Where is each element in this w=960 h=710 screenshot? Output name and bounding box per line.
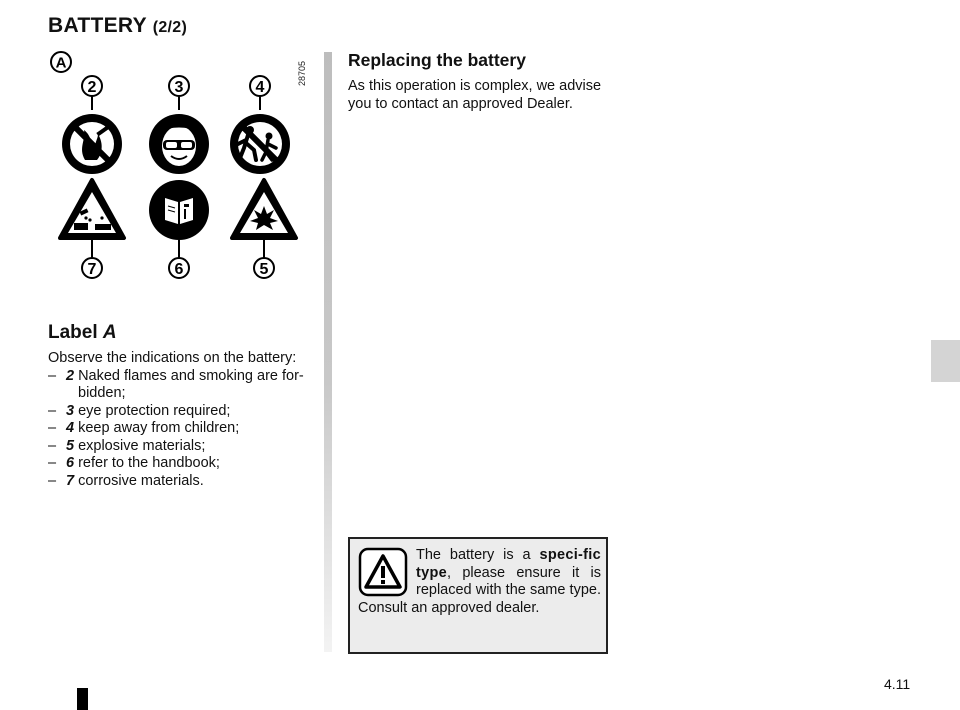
explosive-icon bbox=[232, 180, 296, 238]
callout-4 bbox=[250, 76, 270, 110]
replacing-text: As this operation is complex, we advise you to contact an approved Dealer. bbox=[348, 78, 602, 112]
svg-text:2: 2 bbox=[87, 79, 97, 96]
callout-7 bbox=[82, 240, 102, 278]
list-item: – 2 Naked flames and smoking are for- bidden; bbox=[48, 367, 304, 401]
svg-text:3: 3 bbox=[174, 79, 184, 96]
eye-protection-icon bbox=[149, 114, 209, 174]
callout-2 bbox=[82, 76, 102, 110]
svg-text:A: A bbox=[55, 54, 67, 72]
label-section-heading bbox=[48, 322, 117, 344]
indication-list bbox=[48, 368, 318, 491]
callout-5 bbox=[254, 240, 274, 278]
handbook-icon bbox=[149, 180, 209, 240]
page-number: 4.11 bbox=[884, 676, 911, 692]
no-flame-icon bbox=[62, 114, 122, 174]
label-heading-letter: A bbox=[102, 322, 117, 343]
label-heading-text: Label bbox=[48, 322, 98, 343]
svg-text:7: 7 bbox=[87, 261, 97, 278]
keep-away-children-icon bbox=[230, 114, 290, 174]
label-intro: Observe the indications on the battery: bbox=[48, 350, 297, 366]
warning-emphasis: speci-fic type bbox=[416, 547, 601, 581]
label-indications bbox=[48, 350, 318, 490]
corrosive-icon bbox=[60, 180, 124, 238]
corner-bar bbox=[77, 688, 88, 710]
page-title-main: BATTERY bbox=[48, 14, 147, 37]
list-item: – 3 eye protection required; bbox=[48, 402, 231, 419]
page-title-part: (2/2) bbox=[152, 19, 188, 36]
section-tab-marker bbox=[931, 340, 960, 382]
list-item: – 5 explosive materials; bbox=[48, 437, 206, 454]
battery-label-illustration bbox=[40, 48, 320, 288]
list-item: – 4 keep away from children; bbox=[48, 420, 240, 436]
warning-icon bbox=[358, 547, 416, 599]
page-title bbox=[48, 14, 187, 38]
replacing-heading: Replacing the battery bbox=[348, 50, 526, 70]
warning-text: The battery is a speci-fic type, please ensure it is replaced with the same type. Consult an approved dealer. bbox=[358, 547, 601, 616]
column-divider bbox=[324, 52, 332, 652]
callout-6 bbox=[169, 240, 189, 278]
battery-label-figure bbox=[40, 48, 320, 288]
svg-text:6: 6 bbox=[174, 261, 184, 278]
warning-box bbox=[348, 537, 608, 654]
callout-3 bbox=[169, 76, 189, 110]
figure-ref-code: 28705 bbox=[297, 60, 307, 86]
list-item: – 7 corrosive materials. bbox=[48, 472, 204, 489]
list-item: – 6 refer to the handbook; bbox=[48, 455, 220, 471]
svg-text:4: 4 bbox=[255, 79, 265, 96]
svg-text:5: 5 bbox=[259, 261, 269, 278]
figure-label-a bbox=[51, 52, 71, 72]
